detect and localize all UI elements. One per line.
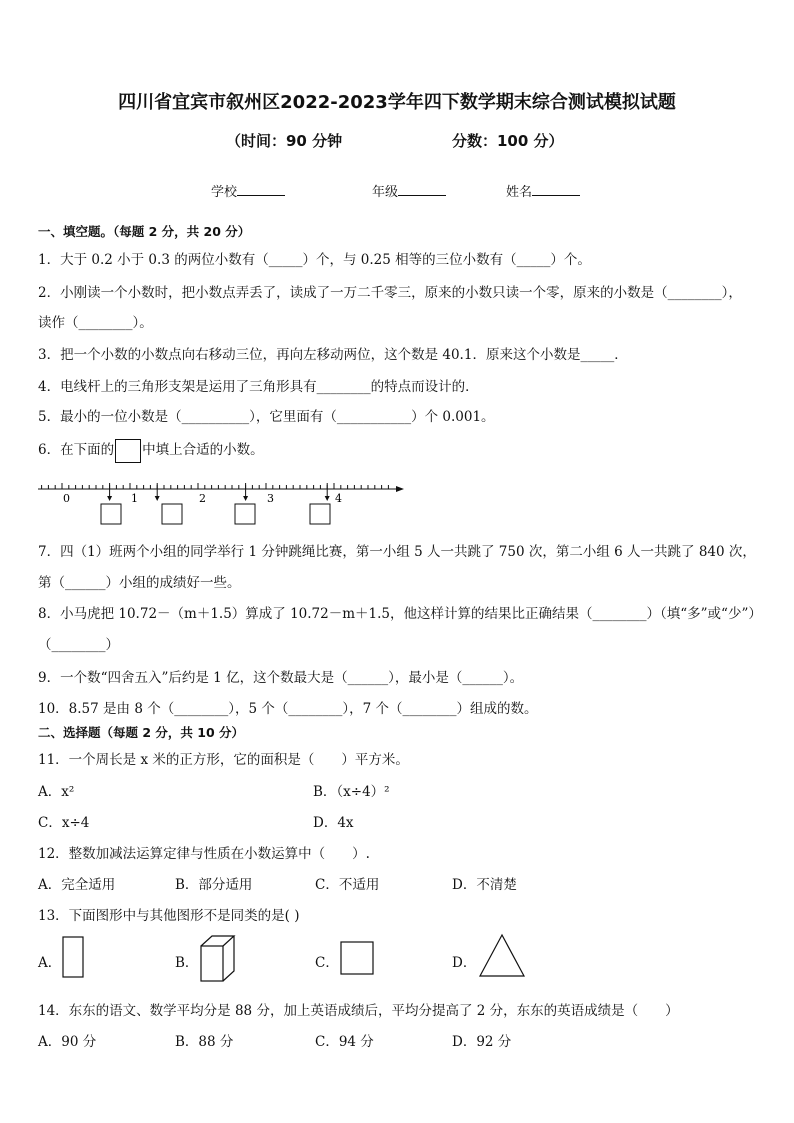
grade-field [372,181,446,200]
section2-heading: 二、选择题（每题 2 分，共 10 分） [38,725,245,740]
question-2-line2: 读作（________）。 [38,315,153,331]
question-6-prefix: 6．在下面的 [38,442,115,458]
question-6 [38,438,264,463]
question-3: 3．把一个小数的小数点向右移动三位，再向左移动两位，这个数是 40.1．原来这个小数是_____． [38,347,628,363]
question-7-line2: 第（______）小组的成绩好一些。 [38,575,241,591]
question-12: 12．整数加减法运算定律与性质在小数运算中（ ）. [38,846,370,862]
q14-option-b: B．88 分 [175,1034,234,1050]
answer-box [101,504,121,524]
rectangle-shape-icon [62,936,86,980]
tick-label: 2 [199,492,206,505]
answer-box-icon [115,439,141,463]
exam-score: 分数：100 分） [452,132,564,150]
tick-label: 0 [63,492,70,505]
name-blank [532,182,580,196]
answer-box [162,504,182,524]
q14-option-d: D．92 分 [452,1034,512,1050]
q13-option-a: A． [38,955,62,971]
pointer-arrow-head-icon [325,496,330,501]
question-6-suffix: 中填上合适的小数。 [142,442,264,458]
arrow-head-icon [396,486,404,492]
question-8-line1: 8．小马虎把 10.72－（m＋1.5）算成了 10.72－m＋1.5，他这样计算的结果比正确结果（________）（填“多”或“少”） [38,606,762,622]
name-field [506,181,580,200]
question-8-line2: （________） [38,637,119,653]
name-label: 姓名 [506,185,533,200]
question-14: 14．东东的语文、数学平均分是 88 分，加上英语成绩后，平均分提高了 2 分，东东的英语成绩是（ ） [38,1003,679,1019]
pointer-arrow-head-icon [155,496,160,501]
tick-label: 1 [131,492,138,505]
exam-time: （时间：90 分钟 [226,132,343,150]
question-13: 13．下面图形中与其他图形不是同类的是( ) [38,908,300,924]
question-4: 4．电线杆上的三角形支架是运用了三角形具有________的特点而设计的． [38,379,479,395]
question-10: 10．8.57 是由 8 个（________），5 个（________），7 个（________）组成的数。 [38,701,538,717]
q13-option-b: B． [175,955,199,971]
pointer-arrow-head-icon [107,496,112,501]
square-shape-icon [340,941,376,977]
q12-option-d: D．不清楚 [452,877,517,893]
question-2-line1: 2．小刚读一个小数时，把小数点弄丢了，读成了一万二千零三，原来的小数只读一个零，原来的小数是（________）， [38,285,742,301]
question-1: 1．大于 0.2 小于 0.3 的两位小数有（_____）个，与 0.25 相等的三位小数有（_____）个。 [38,252,591,268]
q13-option-d: D． [452,955,477,971]
q11-option-c: C．x÷4 [38,815,90,831]
q13-option-c: C． [315,955,339,971]
question-11: 11．一个周长是 x 米的正方形，它的面积是（ ）平方米。 [38,752,409,768]
school-blank [237,182,285,196]
q14-option-c: C．94 分 [315,1034,374,1050]
triangle-shape-icon [478,933,528,979]
answer-box [235,504,255,524]
section1-heading: 一、填空题。（每题 2 分，共 20 分） [38,224,251,239]
tick-label: 3 [267,492,274,505]
grade-blank [398,182,446,196]
question-5: 5．最小的一位小数是（__________），它里面有（___________）个 0.001。 [38,409,495,425]
question-9: 9．一个数“四舍五入”后约是 1 亿，这个数最大是（______），最小是（______）。 [38,670,524,686]
number-line [0,470,794,530]
exam-title: 四川省宜宾市叙州区2022-2023学年四下数学期末综合测试模拟试题 [118,92,676,113]
q11-option-b: B．（x÷4）² [313,784,390,800]
q12-option-a: A．完全适用 [38,877,116,893]
q11-option-d: D．4x [313,815,354,831]
school-label: 学校 [211,185,238,200]
school-field [211,181,285,200]
grade-label: 年级 [372,185,399,200]
cuboid-shape-icon [200,934,236,984]
q12-option-c: C．不适用 [315,877,380,893]
tick-label: 4 [335,492,342,505]
answer-box [310,504,330,524]
pointer-arrow-head-icon [243,496,248,501]
question-7-line1: 7．四（1）班两个小组的同学举行 1 分钟跳绳比赛，第一小组 5 人一共跳了 750 次，第二小组 6 人一共跳了 840 次， [38,544,756,560]
q12-option-b: B．部分适用 [175,877,253,893]
q14-option-a: A．90 分 [38,1034,97,1050]
q11-option-a: A．x² [38,784,75,800]
